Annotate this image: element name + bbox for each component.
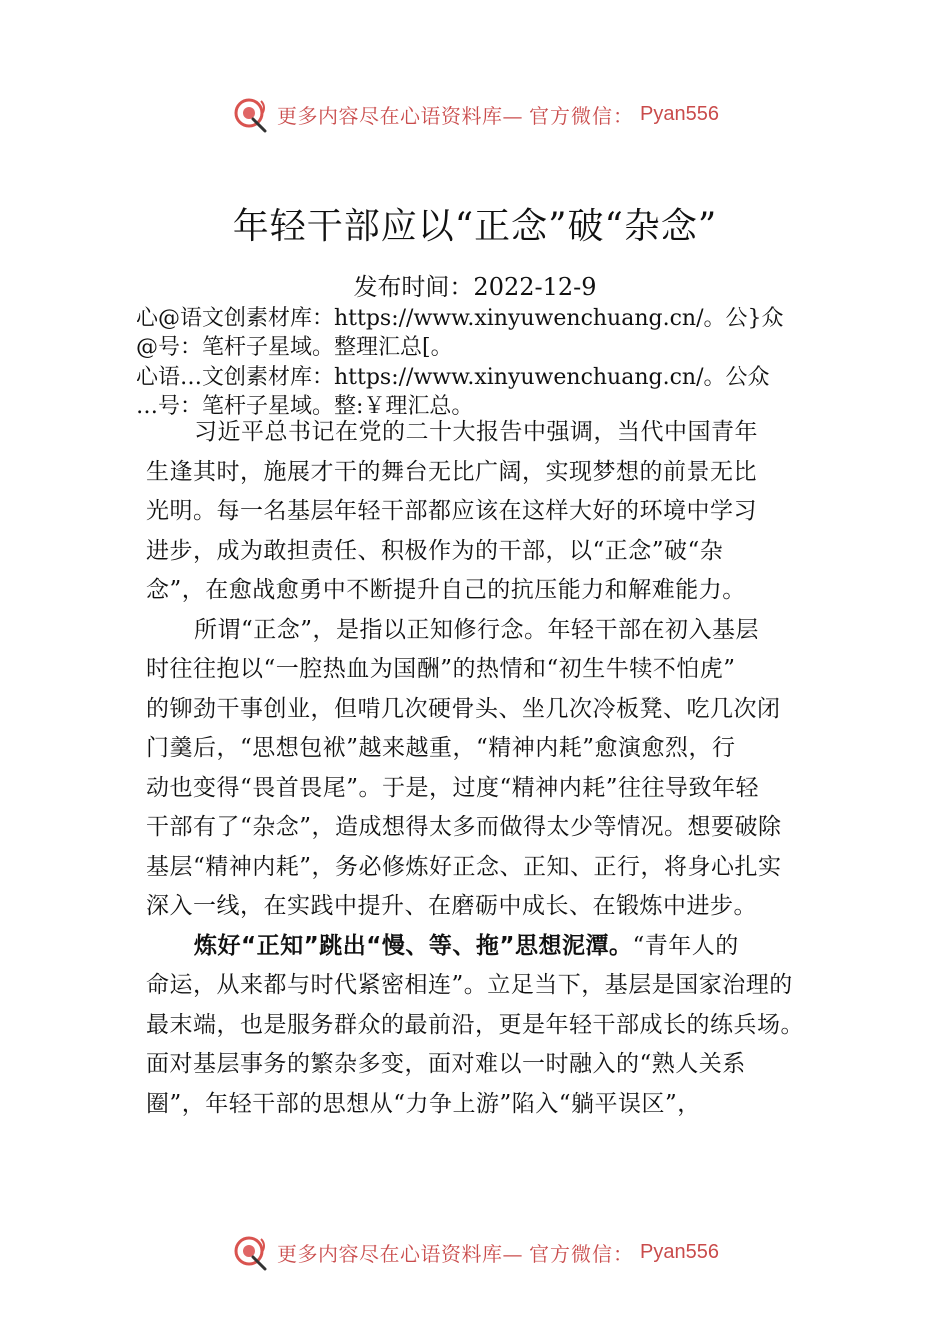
section-heading: 炼好“正知”跳出“慢、等、拖”思想泥潭。 [194,932,633,959]
footer-banner [0,1230,950,1274]
pen-logo-icon [231,1233,271,1271]
body-line: 干部有了“杂念”，造成想得太多而做得太少等情况。想要破除 [146,814,782,840]
banner-wechat-id: Pyan556 [640,1240,719,1263]
body-line: 命运，从来都与时代紧密相连”。立足当下，基层是国家治理的 [146,972,793,998]
body-line: 面对基层事务的繁杂多变，面对难以一时融入的“熟人关系 [146,1051,746,1077]
body-line: 门羹后，“思想包袱”越来越重，“精神内耗”愈演愈烈，行 [146,735,736,761]
body-line: 光明。每一名基层年轻干部都应该在这样大好的环境中学习 [146,498,757,524]
source-line: 心语…文创素材库：https://www.xinyuwenchuang.cn/。公众 [136,365,770,390]
body-line: 进步，成为敢担责任、积极作为的干部，以“正念”破“杂 [146,537,724,564]
article-title: 年轻干部应以“正念”破“杂念” [232,206,718,247]
body-line: 的铆劲干事创业，但啃几次硬骨头、坐几次冷板凳、吃几次闭 [146,695,781,722]
body-line: 所谓“正念”，是指以正知修行念。年轻干部在初入基层 [194,616,760,643]
body-line: 时往往抱以“一腔热血为国酬”的热情和“初生牛犊不怕虎” [146,656,736,682]
body-line: 最末端，也是服务群众的最前沿，更是年轻干部成长的练兵场。 [146,1011,804,1038]
body-line: 基层“精神内耗”，务必修炼好正念、正知、正行，将身心扎实 [146,853,782,880]
body-line-tail: “青年人的 [632,932,739,959]
body-line: 圈”，年轻干部的思想从“力争上游”陷入“躺平误区”， [146,1090,701,1117]
body-line: 生逢其时，施展才干的舞台无比广阔，实现梦想的前景无比 [146,458,757,485]
body-line: 深入一线，在实践中提升、在磨砺中成长、在锻炼中进步。 [146,893,757,919]
body-line: 念”，在愈战愈勇中不断提升自己的抗压能力和解难能力。 [146,577,746,603]
banner-library-text: 更多内容尽在心语资料库— [277,103,524,128]
banner-wechat-id: Pyan556 [640,102,719,125]
body-line-with-heading [146,927,826,967]
banner-wechat-label: 官方微信： [529,103,635,128]
banner-wechat-label: 官方微信： [529,1241,635,1266]
body-line: 动也变得“畏首畏尾”。于是，过度“精神内耗”往往导致年轻 [146,774,760,801]
publish-date: 发布时间：2022-12-9 [353,273,597,301]
pen-logo-icon [231,95,271,133]
article-body [146,413,826,1124]
body-line: 习近平总书记在党的二十大报告中强调，当代中国青年 [194,419,758,445]
header-banner [0,92,950,136]
source-line: @号：笔杆子星域。整理汇总[。 [136,335,453,360]
banner-library-text: 更多内容尽在心语资料库— [277,1241,524,1266]
source-line: 心@语文创素材库：https://www.xinyuwenchuang.cn/。公}众 [136,306,784,331]
source-line: …号：笔杆子星域。整:￥理汇总。 [136,394,474,419]
